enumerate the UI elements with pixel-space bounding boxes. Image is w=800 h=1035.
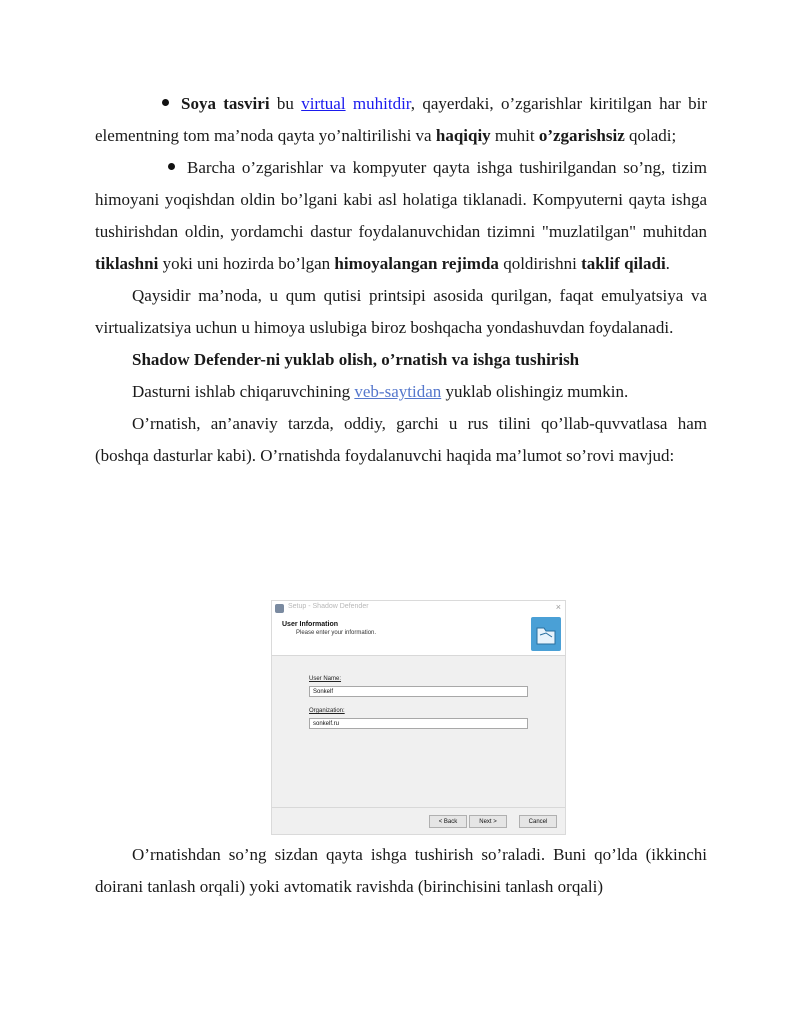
section-heading: Shadow Defender-ni yuklab olish, o’rnatish va ishga tushirish [132, 350, 580, 369]
document-body [95, 88, 707, 472]
text-run: qoladi; [624, 126, 677, 145]
link-muhitdir[interactable]: muhitdir [352, 94, 411, 113]
dialog-header-title: User Information [282, 621, 339, 628]
text-run: yuklab olishingiz mumkin. [441, 382, 629, 401]
close-icon[interactable]: × [555, 602, 561, 612]
bold-term: haqiqiy [435, 126, 491, 145]
link-website[interactable]: veb-saytidan [354, 382, 442, 401]
bullet-icon [162, 99, 169, 106]
dialog-title: Setup - Shadow Defender [288, 603, 369, 610]
text-run [346, 94, 353, 113]
back-button[interactable]: < Back [429, 815, 467, 828]
organization-label: Organization: [309, 708, 345, 714]
user-name-label: User Name: [309, 676, 342, 682]
app-icon [275, 604, 284, 613]
setup-dialog-screenshot [271, 600, 566, 835]
text-run: bu [269, 94, 302, 113]
dialog-header-subtitle: Please enter your information. [296, 630, 377, 636]
dialog-body [272, 656, 565, 806]
cancel-button[interactable]: Cancel [519, 815, 557, 828]
bullet-paragraph-2 [95, 152, 707, 280]
text-run: . [665, 254, 670, 273]
paragraph-restart: O’rnatishdan so’ng sizdan qayta ishga tushirish so’raladi. Buni qo’lda (ikkinchi doirani tanlash orqali) yoki avtomatik ravishda (birinchisini tanlash orqali) [95, 845, 707, 896]
link-virtual[interactable]: virtual [301, 94, 346, 113]
user-name-input[interactable]: Sonkelf [309, 686, 528, 697]
next-button[interactable]: Next > [469, 815, 507, 828]
text-run: muhit [490, 126, 539, 145]
text-run: Dasturni ishlab chiqaruvchining [132, 382, 355, 401]
bold-term: Soya tasviri [181, 94, 270, 113]
organization-input[interactable]: sonkelf.ru [309, 718, 528, 729]
bullet-paragraph-1 [95, 88, 707, 152]
paragraph-download [95, 376, 707, 408]
text-run: qoldirishni [498, 254, 582, 273]
bullet-icon [168, 163, 175, 170]
setup-logo-icon [531, 617, 561, 651]
text-run: , qayerdaki, o’zgarishlar kiritilgan har bir elementning tom ma’noda qayta yo’naltirilishi va [95, 94, 707, 145]
text-run: Barcha o’zgarishlar va kompyuter qayta ishga tushirilgandan so’ng, tizim himoyani yoqishdan oldin bo’lgani kabi asl holatiga tiklanadi. Kompyuterni qayta ishga tushirishdan oldin, yordamchi dastur foydalanuvchidan tizimni "muzlatilgan" muhitdan [95, 158, 707, 241]
bold-term: taklif qiladi [581, 254, 666, 273]
paragraph-sandbox: Qaysidir ma’noda, u qum qutisi printsipi asosida qurilgan, faqat emulyatsiya va virtualizatsiya uchun u himoya uslubiga biroz boshqacha yondashuvdan foydalanadi. [95, 286, 707, 337]
text-run: yoki uni hozirda bo’lgan [158, 254, 335, 273]
paragraph-install: O’rnatish, an’anaviy tarzda, oddiy, garchi u rus tilini qo’llab-quvvatlasa ham (boshqa dasturlar kabi). O’rnatishda foydalanuvchi haqida ma’lumot so’rovi mavjud: [95, 414, 707, 465]
document-body-continued [95, 839, 707, 903]
bold-term: o’zgarishsiz [538, 126, 625, 145]
dialog-footer [272, 807, 565, 834]
bold-term: himoyalangan rejimda [334, 254, 499, 273]
dialog-titlebar [272, 601, 565, 617]
dialog-header [272, 617, 565, 656]
bold-term: tiklashni [95, 254, 159, 273]
